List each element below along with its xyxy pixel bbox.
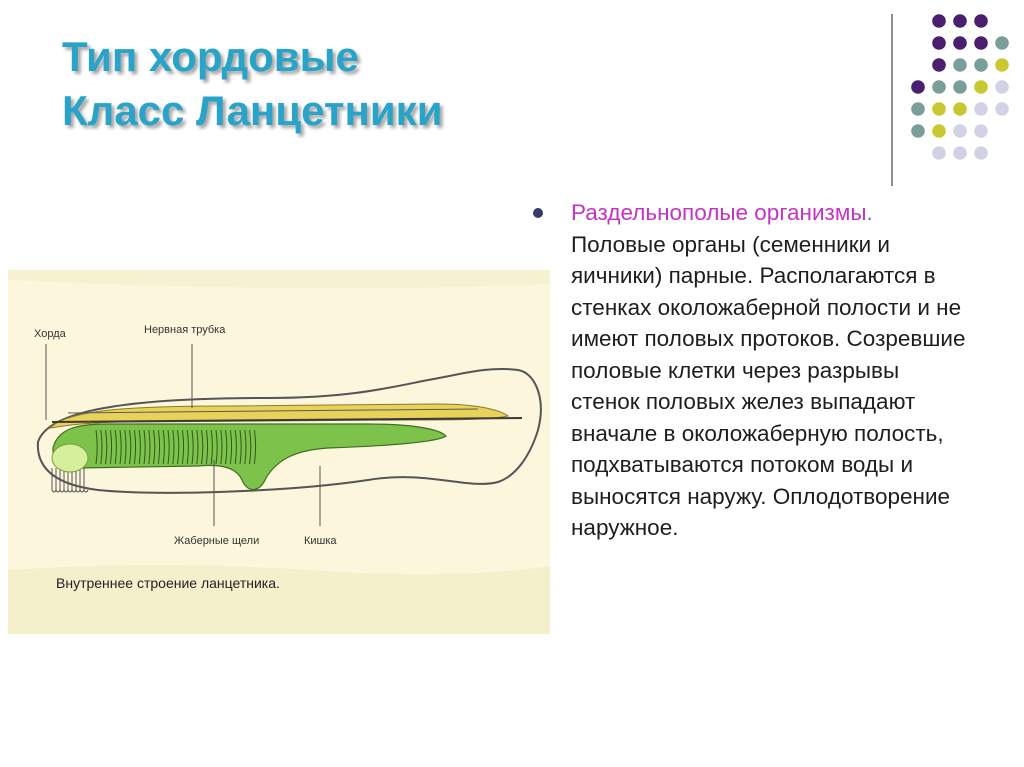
decorative-dot: [932, 58, 946, 72]
label-gill-slits: Жаберные щели: [174, 535, 260, 547]
decorative-dot: [974, 58, 988, 72]
decorative-dot: [911, 80, 925, 94]
bullet-lead: Раздельнополые организмы: [571, 200, 867, 225]
figure-caption: Внутреннее строение ланцетника.: [56, 575, 280, 591]
title-line-2: Класс Ланцетники: [62, 87, 443, 134]
decorative-dot: [932, 14, 946, 28]
oral-hood: [52, 444, 88, 472]
decorative-dot: [995, 58, 1009, 72]
decorative-dot: [974, 80, 988, 94]
decorative-dot: [932, 80, 946, 94]
decorative-dot: [932, 102, 946, 116]
decorative-dot: [995, 80, 1009, 94]
label-gut: Кишка: [304, 535, 337, 547]
decorative-dot: [974, 124, 988, 138]
divider-line: [891, 14, 893, 186]
label-nerve-tube: Нервная трубка: [144, 324, 226, 336]
decorative-dot: [953, 124, 967, 138]
bullet-icon: [533, 208, 543, 218]
title-line-1: Тип хордовые: [62, 33, 359, 80]
decorative-dot: [974, 36, 988, 50]
bullet-lead-period: .: [866, 200, 873, 225]
decorative-dot: [932, 36, 946, 50]
decorative-dot: [974, 14, 988, 28]
decorative-dot: [932, 124, 946, 138]
decorative-dot: [953, 102, 967, 116]
lancelet-diagram: [8, 270, 550, 634]
decorative-dot: [911, 124, 925, 138]
bullet-body: Половые органы (семенники и яичники) парные. Располагаются в стенках околожаберной полости и не имеют половых протоков. Созревшие половые клетки через разрывы стенок половых желез выпадают вначале в околожаберную полость, подхватываются потоком воды и выносятся наружу. Оплодотворение наружное.: [571, 231, 966, 540]
decorative-dot: [974, 102, 988, 116]
decorative-dot: [953, 80, 967, 94]
decorative-dot: [911, 102, 925, 116]
bullet-text: [571, 197, 971, 544]
decorative-dot: [953, 58, 967, 72]
decorative-dot: [995, 102, 1009, 116]
decorative-dot: [995, 36, 1009, 50]
decorative-dot-grid: [0, 0, 1024, 200]
decorative-dot: [953, 146, 967, 160]
label-chord: Хорда: [34, 328, 66, 340]
decorative-dot: [953, 14, 967, 28]
decorative-dot: [953, 36, 967, 50]
decorative-dot: [974, 146, 988, 160]
decorative-dot: [932, 146, 946, 160]
